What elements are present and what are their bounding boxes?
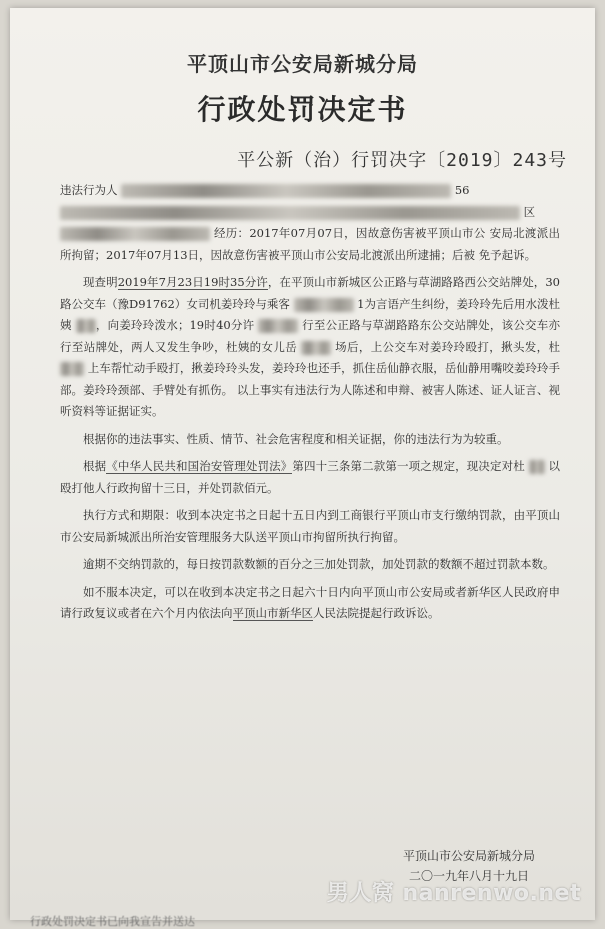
history-text-a: 经历：2017年07月07日，因故意伤害被平顶山市公 bbox=[213, 226, 486, 240]
law-text-c: 以殴打他人行政拘留十三日，并处罚款佰元。 bbox=[60, 459, 561, 495]
redacted-block bbox=[121, 184, 451, 198]
facts-text-b: ，在平顶山市新城区公正路与草湖路路西公交站牌处，30 bbox=[267, 275, 560, 289]
redacted-block bbox=[60, 206, 520, 220]
facts-text-d: 1为言语产生纠纷，姜玲玲先后用水泼杜姨 bbox=[60, 296, 561, 332]
redacted-block bbox=[76, 319, 96, 333]
facts-text-e: ，向姜玲玲泼水；19时40分许 bbox=[95, 318, 255, 332]
signature-date: 二〇一九年八月十九日 bbox=[408, 869, 529, 883]
site-watermark: 男人窝 nanrenwo.net bbox=[326, 881, 581, 906]
redacted-block bbox=[294, 298, 354, 312]
redacted-block bbox=[301, 341, 331, 355]
appeal-text-a: 如不服本决定，可以在收到本决定书之日起六十日内向平顶山市公安局或者新华区人民政府申请行政复议或者在六个月内依法向 bbox=[60, 584, 560, 620]
region-tail: 区 bbox=[523, 204, 536, 219]
history-text-c: 免予起诉。 bbox=[478, 247, 537, 262]
law-paragraph bbox=[60, 456, 560, 499]
facts-text-i: 以上事实有违法行为人陈述和申辩、被害人陈述、证人证言、视听资料等证据证实。 bbox=[60, 382, 561, 418]
facts-date: 2019年7月23日19时35分许 bbox=[117, 275, 268, 289]
facts-text-c: 路公交车（豫D91762）女司机姜玲玲与乘客 bbox=[60, 296, 290, 311]
facts-paragraph bbox=[60, 272, 560, 423]
redacted-block bbox=[258, 319, 298, 333]
document-number: 平公新（治）行罚决字〔2019〕243号 bbox=[237, 150, 567, 171]
facts-text-a: 现查明 bbox=[83, 275, 118, 289]
redacted-block bbox=[60, 227, 210, 241]
offender-label: 违法行为人 bbox=[60, 183, 118, 197]
document-title: 行政处罚决定书 bbox=[197, 93, 408, 126]
document-body bbox=[60, 180, 560, 631]
basis-paragraph: 根据你的违法事实、性质、情节、社会危害程度和相关证据，你的违法行为为较重。 bbox=[83, 431, 509, 446]
offender-tail: 56 bbox=[454, 183, 470, 197]
facts-text-h: 上车帮忙动手殴打，揪姜玲玲头发，姜玲玲也还手，抓住岳仙静衣服，岳仙静用嘴咬姜玲玲手部。姜玲玲颈部、手臂处有抓伤。 bbox=[60, 361, 561, 397]
document-page bbox=[10, 8, 595, 928]
facts-text-f: 行至公正路与草湖路路东公交站牌处，该公交车亦行至站牌处，两人又发生争吵，杜姨的女儿岳 bbox=[60, 318, 561, 354]
bottom-cut-text: 行政处罚决定书已向我宣告并送达 bbox=[30, 915, 195, 928]
history-text-b: 安局北渡派出所拘留；2017年07月13日，因故意伤害被平顶山市公安局北渡派出所逮捕；后被 bbox=[60, 226, 561, 262]
execution-paragraph: 执行方式和期限：收到本决定书之日起十五日内到工商银行平顶山市支行缴纳罚款，由平顶山市公安局新城派出所治安管理服务大队送平顶山市拘留所执行拘留。 bbox=[60, 508, 560, 544]
offender-paragraph bbox=[60, 180, 560, 266]
redacted-block bbox=[60, 362, 84, 376]
facts-text-g: 场后，上公交车对姜玲玲殴打，揪头发，杜 bbox=[335, 339, 561, 354]
appeal-paragraph bbox=[60, 582, 560, 625]
law-text-a: 根据 bbox=[83, 459, 107, 473]
appeal-text-b: 人民法院提起行政诉讼。 bbox=[313, 606, 440, 620]
issuing-agency: 平顶山市公安局新城分局 bbox=[187, 52, 418, 76]
law-text-b: 第四十三条第二款第一项之规定，现决定对杜 bbox=[292, 459, 525, 473]
signature-agency: 平顶山市公安局新城分局 bbox=[402, 849, 535, 863]
redacted-block bbox=[529, 460, 545, 474]
law-name: 《中华人民共和国治安管理处罚法》 bbox=[106, 459, 293, 473]
overdue-paragraph: 逾期不交纳罚款的，每日按罚款数额的百分之三加处罚款，加处罚款的数额不超过罚款本数。 bbox=[83, 557, 555, 571]
appeal-court: 平顶山市新华区 bbox=[232, 606, 313, 620]
